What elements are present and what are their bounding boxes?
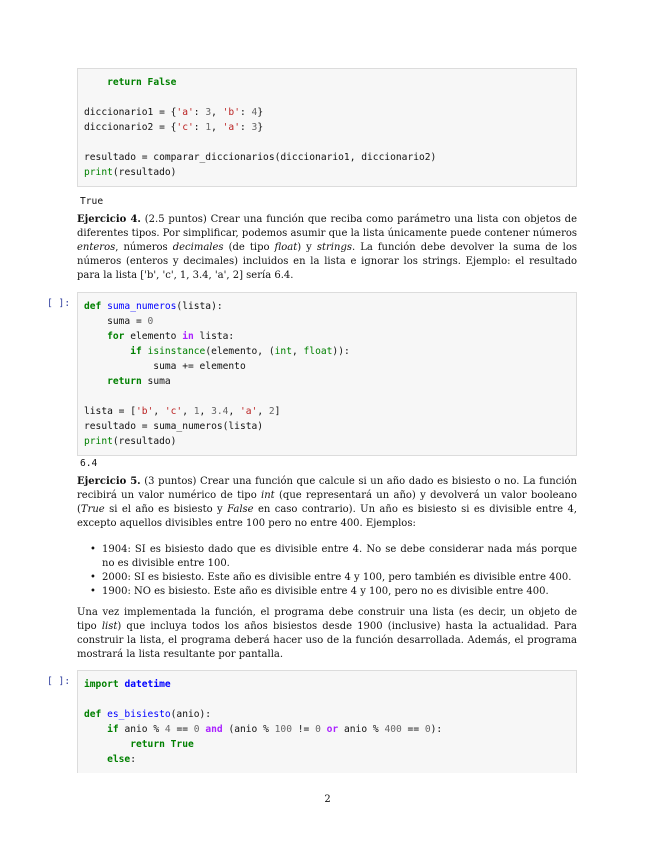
code-token: print — [84, 167, 113, 178]
code-token: 'a' — [176, 107, 194, 118]
code-token: int — [274, 346, 292, 357]
code-token: suma += elemento — [84, 361, 246, 372]
code-line — [84, 359, 570, 374]
code-token: (anio % — [222, 724, 275, 735]
cell-prompt-3: [ ]: — [47, 676, 71, 687]
code-line — [84, 692, 570, 707]
code-token: return — [130, 739, 165, 750]
code-token: , — [211, 122, 223, 133]
code-token: or — [326, 724, 339, 735]
code-token: 100 — [274, 724, 292, 735]
code-token: 'a' — [240, 406, 258, 417]
ejemplos-list — [90, 543, 577, 599]
code-token: suma = — [84, 316, 148, 327]
code-line — [84, 434, 570, 449]
code-token: True — [170, 739, 194, 750]
code-line — [84, 374, 570, 389]
code-token: , — [257, 406, 269, 417]
code-token: )): — [332, 346, 350, 357]
ejercicio-5-body-2: Una vez implementada la función, el programa debe construir una lista (es decir, un objeto de tipo list) que incluya todos los años bisiestos desde 1900 (inclusive) hasta la actualidad. Para construir la lista, el programa deberá hacer uso de la función desarrollada. Además, el programa mostrará la lista resultante por pantalla. — [77, 607, 577, 660]
code-token: , — [291, 346, 304, 357]
ejercicio-4-title: Ejercicio 4. — [77, 214, 141, 225]
code-token: : — [193, 107, 206, 118]
code-token: print — [84, 436, 113, 447]
code-token: es_bisiesto — [107, 709, 171, 720]
code-token: 3.4 — [211, 406, 229, 417]
code-token — [84, 739, 130, 750]
code-cell-1[interactable] — [77, 68, 577, 187]
code-token: else — [107, 754, 131, 765]
code-token: : — [130, 754, 136, 765]
code-line — [84, 404, 570, 419]
code-token: 'c' — [164, 406, 183, 417]
code-token: , — [228, 406, 240, 417]
code-token: , — [199, 406, 212, 417]
code-token: (lista): — [176, 301, 223, 312]
list-item: • 2000: SI es bisiesto. Este año es divisible entre 4 y 100, pero también es divisible entre 400. — [90, 572, 572, 583]
code-token: == — [170, 724, 194, 735]
code-token: def — [84, 709, 102, 720]
ejercicio-5-text — [77, 475, 577, 531]
code-token: 2 — [268, 406, 275, 417]
code-token: isinstance — [147, 346, 206, 357]
code-token: import — [84, 679, 119, 690]
code-token: return — [107, 376, 142, 387]
page-number: 2 — [324, 794, 331, 805]
code-line — [84, 677, 570, 692]
code-token: 400 — [384, 724, 402, 735]
code-token — [84, 754, 107, 765]
code-token: } — [257, 107, 264, 118]
code-token: 0 — [193, 724, 200, 735]
code-token: ): — [430, 724, 443, 735]
code-token: anio % — [118, 724, 165, 735]
code-line — [84, 150, 570, 165]
code-token: resultado = suma_numeros(lista) — [84, 421, 264, 432]
code-token: 'b' — [135, 406, 154, 417]
code-token: lista: — [193, 331, 235, 342]
code-token: 0 — [147, 316, 154, 327]
code-token: float — [303, 346, 333, 357]
code-line — [84, 90, 570, 105]
code-token: 4 — [251, 107, 258, 118]
code-cell-3[interactable] — [77, 670, 577, 773]
code-token: 1 — [205, 122, 212, 133]
code-line — [84, 75, 570, 90]
code-line — [84, 314, 570, 329]
code-token: (resultado) — [112, 436, 177, 447]
output-cell-2: 6.4 — [80, 458, 98, 469]
code-token: , — [211, 107, 223, 118]
ejercicio-4-body: (2.5 puntos) Crear una función que reciba como parámetro una lista con objetos de diferentes tipos. Por simplificar, podemos asumir que la lista únicamente puede contener números enteros, números decimales (de tipo float) y strings. La función debe devolver la suma de los números (enteros y decimales) incluidos en la lista e ignorar los strings. Ejemplo: el resultado para la lista ['b', 'c', 1, 3.4, 'a', 2] sería 6.4. — [77, 214, 577, 281]
code-line — [84, 752, 570, 767]
code-token: elemento — [124, 331, 183, 342]
code-token: 0 — [424, 724, 431, 735]
code-line — [84, 135, 570, 150]
code-token: 3 — [251, 122, 258, 133]
code-token — [84, 77, 107, 88]
code-token: != — [291, 724, 316, 735]
code-token: , — [182, 406, 194, 417]
code-token: (elemento, ( — [205, 346, 275, 357]
code-token: diccionario2 = { — [84, 122, 177, 133]
code-line — [84, 344, 570, 359]
code-token: 4 — [164, 724, 171, 735]
code-line — [84, 707, 570, 722]
code-token — [84, 346, 130, 357]
code-token: datetime — [124, 679, 171, 690]
code-token: if — [107, 724, 119, 735]
code-token — [84, 376, 107, 387]
code-cell-2[interactable] — [77, 292, 577, 456]
code-line — [84, 299, 570, 314]
code-token: diccionario1 = { — [84, 107, 177, 118]
code-token: and — [205, 724, 223, 735]
code-line — [84, 737, 570, 752]
code-token: ] — [274, 406, 281, 417]
code-line — [84, 389, 570, 404]
code-token: 'a' — [222, 122, 240, 133]
ejercicio-4-text — [77, 213, 577, 283]
code-line — [84, 165, 570, 180]
ejercicio-5-title: Ejercicio 5. — [77, 476, 141, 487]
code-token: == — [401, 724, 425, 735]
output-cell-1: True — [80, 196, 104, 207]
code-token: 0 — [315, 724, 321, 735]
code-token: lista = [ — [84, 406, 136, 417]
code-token: : — [239, 122, 252, 133]
list-item: • 1900: NO es bisiesto. Este año es divisible entre 4 y 100, pero no es divisible entre 400. — [90, 586, 549, 597]
code-line — [84, 329, 570, 344]
code-token: in — [182, 331, 194, 342]
code-token — [84, 331, 107, 342]
code-token: 1 — [193, 406, 200, 417]
code-line — [84, 419, 570, 434]
code-token: for — [107, 331, 125, 342]
code-token: (anio): — [170, 709, 212, 720]
code-token: 'b' — [222, 107, 240, 118]
cell-prompt-2: [ ]: — [47, 298, 71, 309]
code-token: if — [130, 346, 142, 357]
code-token: 'c' — [176, 122, 194, 133]
code-token — [84, 724, 107, 735]
code-token: anio % — [338, 724, 385, 735]
list-item: • 1904: SI es bisiesto dado que es divisible entre 4. No se debe considerar nada más porque no es divisible entre 100. — [90, 544, 577, 569]
code-line — [84, 722, 570, 737]
code-token: return — [107, 77, 142, 88]
code-token: suma — [141, 376, 171, 387]
code-token: : — [239, 107, 252, 118]
code-token: } — [257, 122, 264, 133]
code-token: False — [147, 77, 177, 88]
ejercicio-5-text-2 — [77, 606, 577, 662]
code-token: def — [84, 301, 102, 312]
code-token: (resultado) — [112, 167, 177, 178]
code-token: : — [193, 122, 206, 133]
code-token: suma_numeros — [107, 301, 177, 312]
code-token: resultado = comparar_diccionarios(diccionario1, diccionario2) — [84, 152, 437, 163]
code-line — [84, 120, 570, 135]
ejercicio-5-body: (3 puntos) Crear una función que calcule si un año dado es bisiesto o no. La función recibirá un valor numérico de tipo int (que representará un año) y devolverá un valor booleano (True si el año es bisiesto y False en caso contrario). Un año es bisiesto si es divisible entre 4, excepto aquellos divisibles entre 100 pero no entre 400. Ejemplos: — [77, 476, 577, 529]
code-token: 3 — [205, 107, 212, 118]
code-line — [84, 105, 570, 120]
code-token: , — [153, 406, 165, 417]
